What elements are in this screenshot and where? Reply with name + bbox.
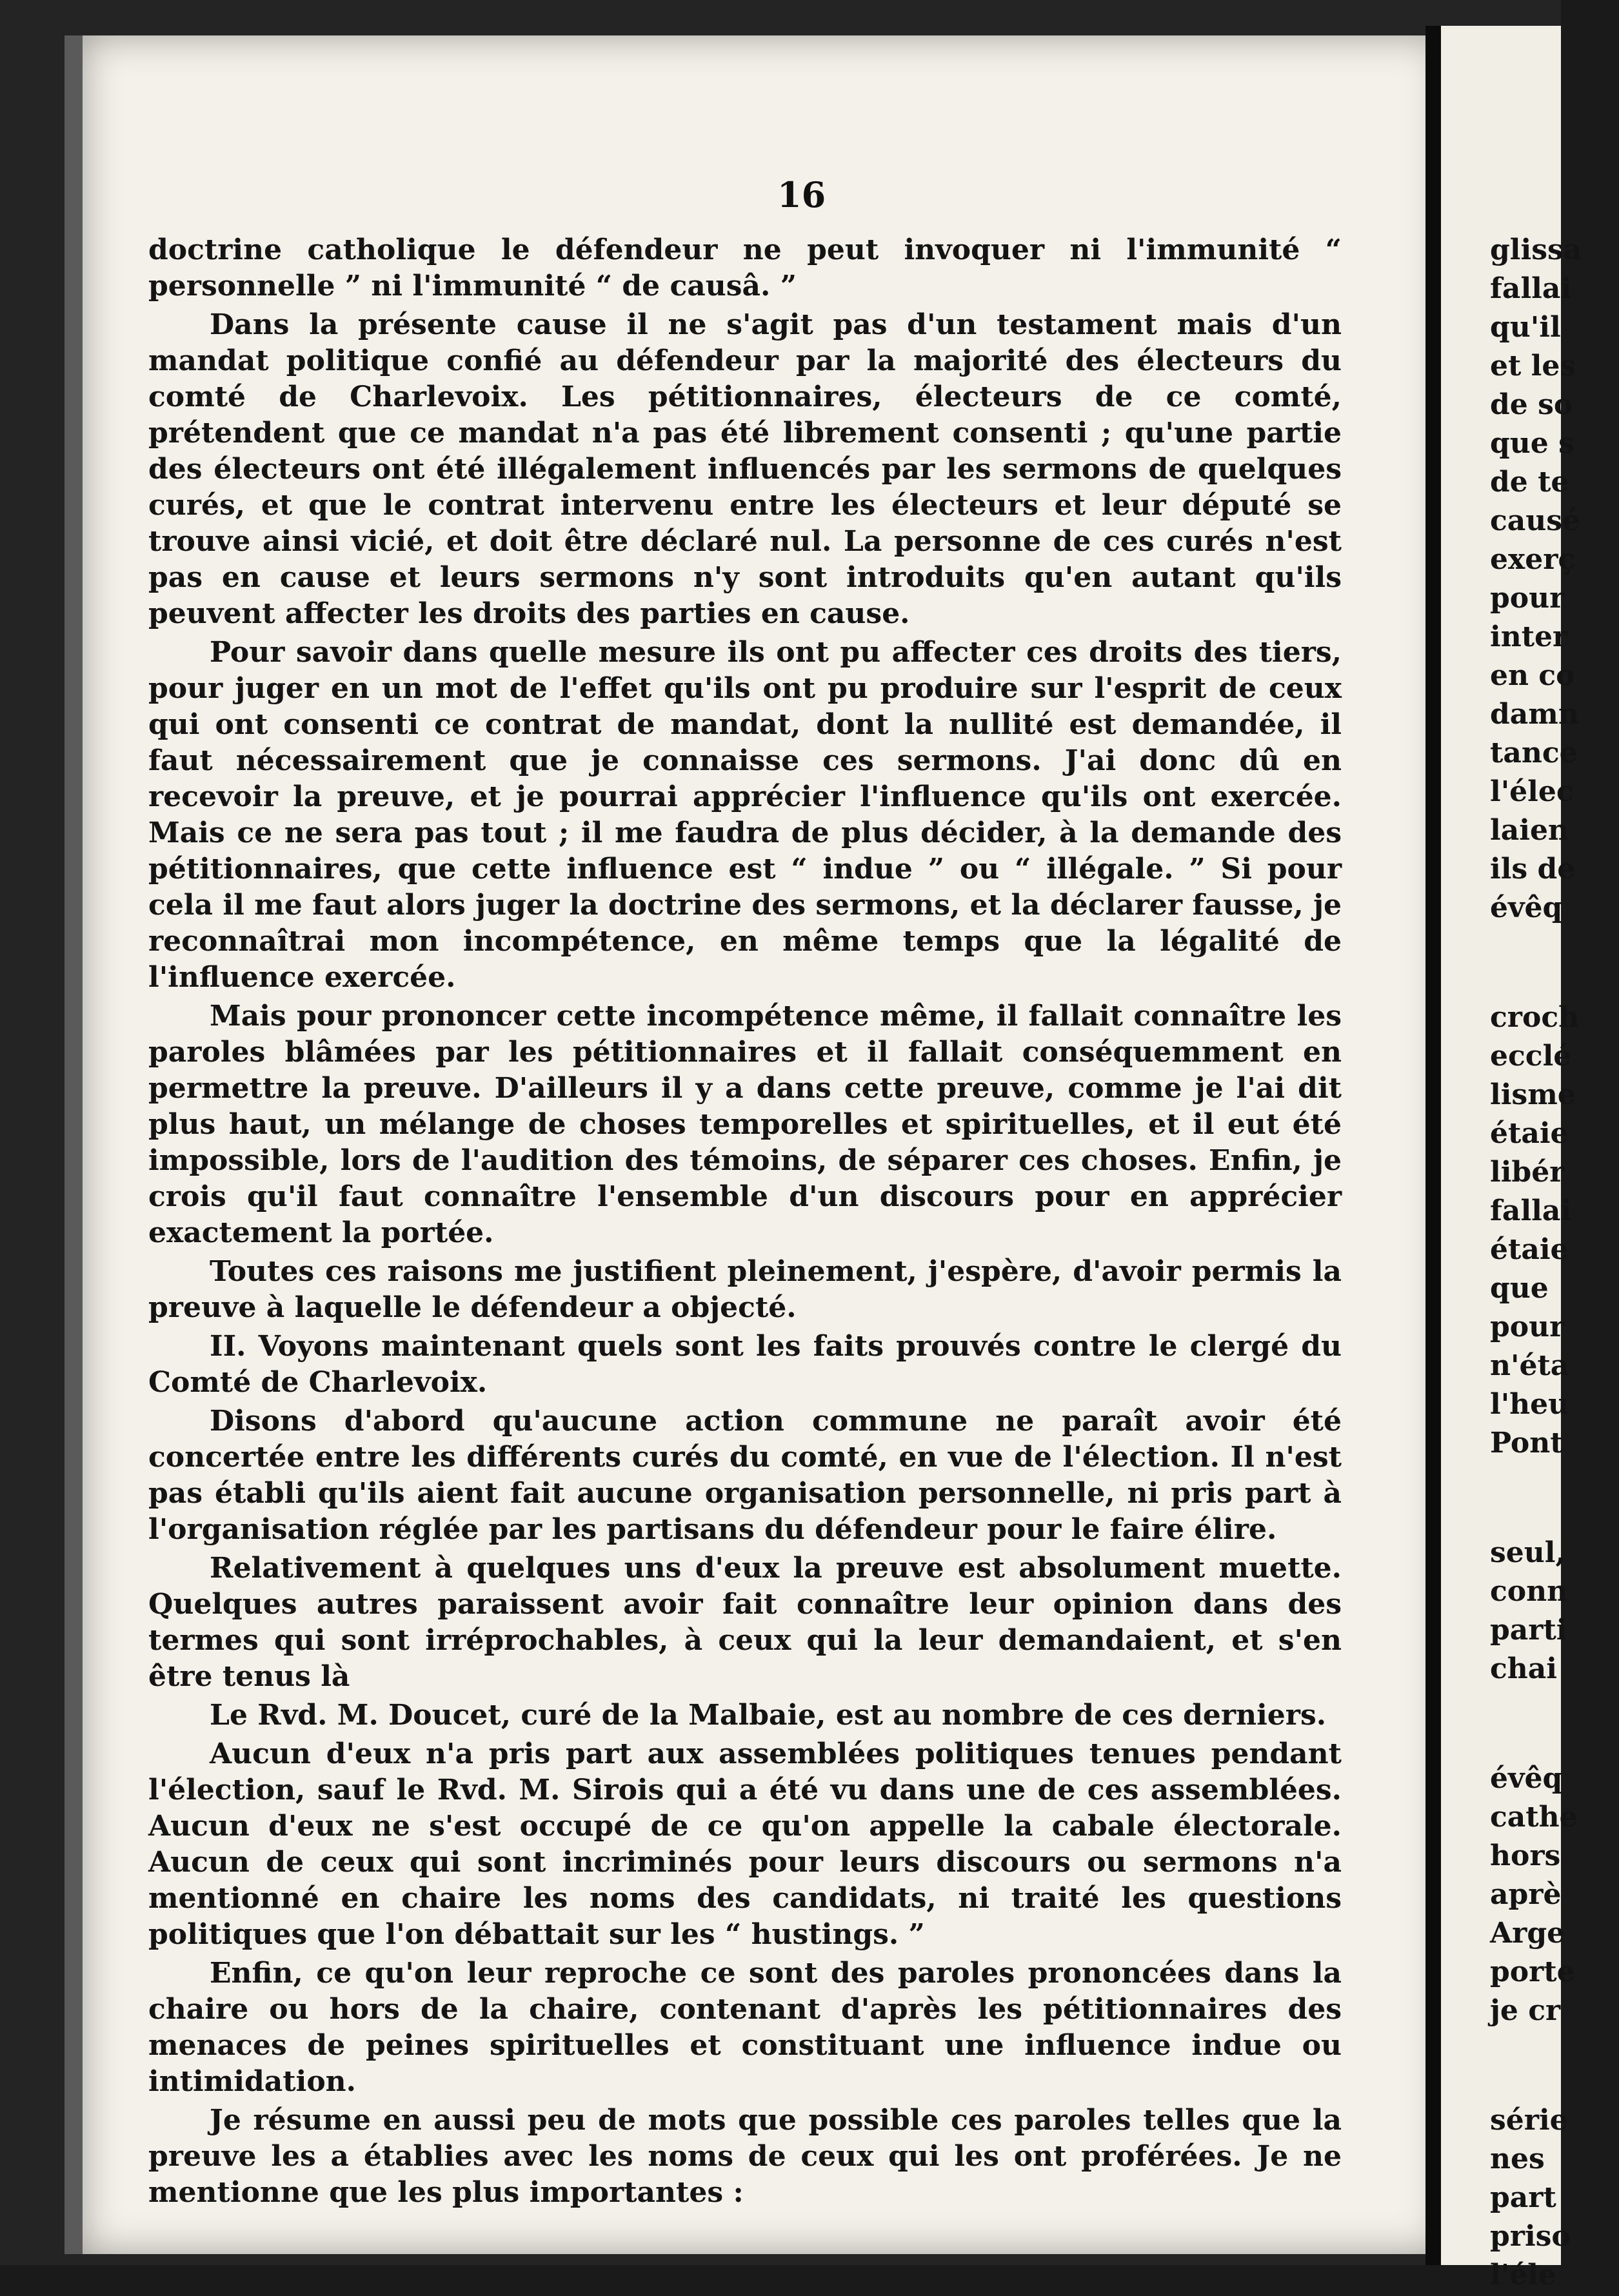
paragraph: Dans la présente cause il ne s'agit pas d'un testament mais d'un mandat politique confié au défendeur par la majorité des électeurs du comté de Charlevoix. Les pétitionnaires, électeurs de ce comté, prétendent que ce mandat n'a pas été librement consenti ; qu'une partie des électeurs ont été illégalement influencés par les sermons de quelques curés, et que le contrat intervenu entre les électeurs et leur député se trouve ainsi vicié, et doit être déclaré nul. La personne de ces curés n'est pas en cause et leurs sermons n'y sont introduits qu'en autant qu'ils peuvent affecter les droits des parties en cause. [148, 308, 1342, 630]
facing-page-line: série [1490, 2104, 1568, 2137]
facing-page-line: je cr [1490, 1994, 1561, 2027]
facing-page-line: évêq [1490, 891, 1563, 924]
facing-page-gap [1490, 2032, 1619, 2103]
facing-page-line: pour [1490, 582, 1565, 615]
paragraph: II. Voyons maintenant quels sont les faits prouvés contre le clergé du Comté de Charlevoix. [148, 1330, 1342, 1399]
facing-page-line: parti [1490, 1614, 1567, 1647]
facing-page-gap [1490, 929, 1619, 1000]
facing-page-line: inter [1490, 620, 1568, 653]
facing-page-fragments [1490, 232, 1619, 2296]
facing-page-line: étaie [1490, 1117, 1569, 1150]
facing-page-line: fallai [1490, 1194, 1572, 1227]
book-gutter [1425, 26, 1441, 2265]
facing-page-line: priso [1490, 2220, 1571, 2253]
facing-page-line: glissa [1490, 233, 1582, 266]
facing-page-line: aprè [1490, 1878, 1562, 1911]
facing-page-line: croch [1490, 1001, 1580, 1034]
facing-page-line: de so [1490, 388, 1573, 421]
facing-page-line: porte [1490, 1955, 1575, 1988]
paragraph: Pour savoir dans quelle mesure ils ont pu affecter ces droits des tiers, pour juger en un mot de l'effet qu'ils ont pu produire sur l'esprit de ceux qui ont consenti ce contrat de mandat, dont la nullité est demandée, il faut nécessairement que je connaisse ces sermons. J'ai donc dû en recevoir la preuve, et je pourrai apprécier l'influence qu'ils ont exercée. Mais ce ne sera pas tout ; il me faudra de plus décider, à la demande des pétitionnaires, que cette influence est “ indue ” ou “ illégale. ” Si pour cela il me faut alors juger la doctrine des sermons, et la déclarer fausse, je reconnaîtrai mon incompétence, en même temps que la légalité de l'influence exercée. [148, 636, 1342, 994]
facing-page-line: chai [1490, 1652, 1558, 1685]
facing-page-line: l'élec [1490, 775, 1574, 808]
facing-page-line: pour [1490, 1311, 1565, 1343]
paragraph: Le Rvd. M. Doucet, curé de la Malbaie, est au nombre de ces derniers. [210, 1699, 1327, 1732]
facing-page-line: lisme [1490, 1078, 1576, 1111]
facing-page-line: tance [1490, 737, 1578, 769]
paragraph: Relativement à quelques uns d'eux la preuve est absolument muette. Quelques autres paraissent avoir fait connaître leur opinion dans des termes qui sont irréprochables, à ceux qui la leur demandaient, et s'en être tenus là [148, 1552, 1342, 1693]
facing-page-line: et les [1490, 350, 1576, 382]
facing-page-line: qu'il [1490, 311, 1561, 344]
paragraph: Disons d'abord qu'aucune action commune ne paraît avoir été concertée entre les différents curés du comté, en vue de l'élection. Il n'est pas établi qu'ils aient fait aucune organisation personnelle, ni pris part à l'organisation réglée par les partisans du défendeur pour le faire élire. [148, 1405, 1342, 1546]
paragraph: Je résume en aussi peu de mots que possible ces paroles telles que la preuve les a établies avec les noms de ceux qui les ont proférées. Je ne mentionne que les plus importantes : [148, 2104, 1342, 2209]
paragraph: Enfin, ce qu'on leur reproche ce sont des paroles prononcées dans la chaire ou hors de la chaire, contenant d'après les pétitionnaires des menaces de peines spirituelles et constituant une influence indue ou intimidation. [148, 1957, 1342, 2098]
facing-page-line: n'éta [1490, 1349, 1569, 1382]
facing-page-line: hors [1490, 1839, 1561, 1872]
facing-page-line: l'heu [1490, 1388, 1569, 1421]
facing-page-line: en co [1490, 659, 1575, 692]
paragraph: Aucun d'eux n'a pris part aux assemblées politiques tenues pendant l'élection, sauf le Rvd. M. Sirois qui a été vu dans une de ces assemblées. Aucun d'eux ne s'est occupé de ce qu'on appelle la cabale électorale. Aucun de ceux qui sont incriminés pour leurs discours ou sermons n'a mentionné en chaire les noms des candidats, ni traité les questions politiques que l'on débattait sur les “ hustings. ” [148, 1737, 1342, 1951]
facing-page-gap [1490, 1690, 1619, 1761]
facing-page-line: libér [1490, 1156, 1565, 1189]
paragraph: doctrine catholique le défendeur ne peut invoquer ni l'immunité “ personnelle ” ni l'immunité “ de causâ. ” [148, 233, 1342, 302]
facing-page-line: laien [1490, 814, 1569, 847]
facing-page-line: étaie [1490, 1233, 1569, 1266]
page-number: 16 [777, 174, 826, 215]
facing-page-line: Arge [1490, 1917, 1565, 1950]
facing-page-line: part [1490, 2181, 1556, 2214]
paragraph: Mais pour prononcer cette incompétence même, il fallait connaître les paroles blâmées par les pétitionnaires et il fallait conséquemment en permettre la preuve. D'ailleurs il y a dans cette preuve, comme je l'ai dit plus haut, un mélange de choses temporelles et spirituelles, et il eut été impossible, lors de l'audition des témoins, de séparer ces choses. Enfin, je crois qu'il faut connaître l'ensemble d'un discours pour en apprécier exactement la portée. [148, 1000, 1342, 1249]
facing-page-line: l'éle [1490, 2259, 1556, 2291]
facing-page-gap [1490, 1464, 1619, 1535]
facing-page-line: évêq [1490, 1762, 1563, 1795]
facing-page-line: Pont [1490, 1427, 1564, 1460]
facing-page-line: cathe [1490, 1801, 1578, 1834]
facing-page-line: de te [1490, 466, 1569, 499]
facing-page-line: exerç [1490, 543, 1576, 576]
facing-page-line: damn [1490, 698, 1579, 731]
paragraph: Toutes ces raisons me justifient pleinement, j'espère, d'avoir permis la preuve à laquelle le défendeur a objecté. [148, 1255, 1342, 1324]
body-text [148, 232, 1342, 2213]
facing-page-line: conn [1490, 1575, 1568, 1608]
facing-page-line: nes [1490, 2143, 1545, 2175]
facing-page-line: ils de [1490, 853, 1576, 886]
facing-page-line: causé [1490, 504, 1581, 537]
facing-page-line: ecclé [1490, 1040, 1572, 1073]
facing-page-line: seul, [1490, 1536, 1565, 1569]
facing-page-line: que [1490, 1272, 1549, 1305]
facing-page-line: fallai [1490, 272, 1572, 305]
facing-page-line: que s [1490, 427, 1574, 460]
